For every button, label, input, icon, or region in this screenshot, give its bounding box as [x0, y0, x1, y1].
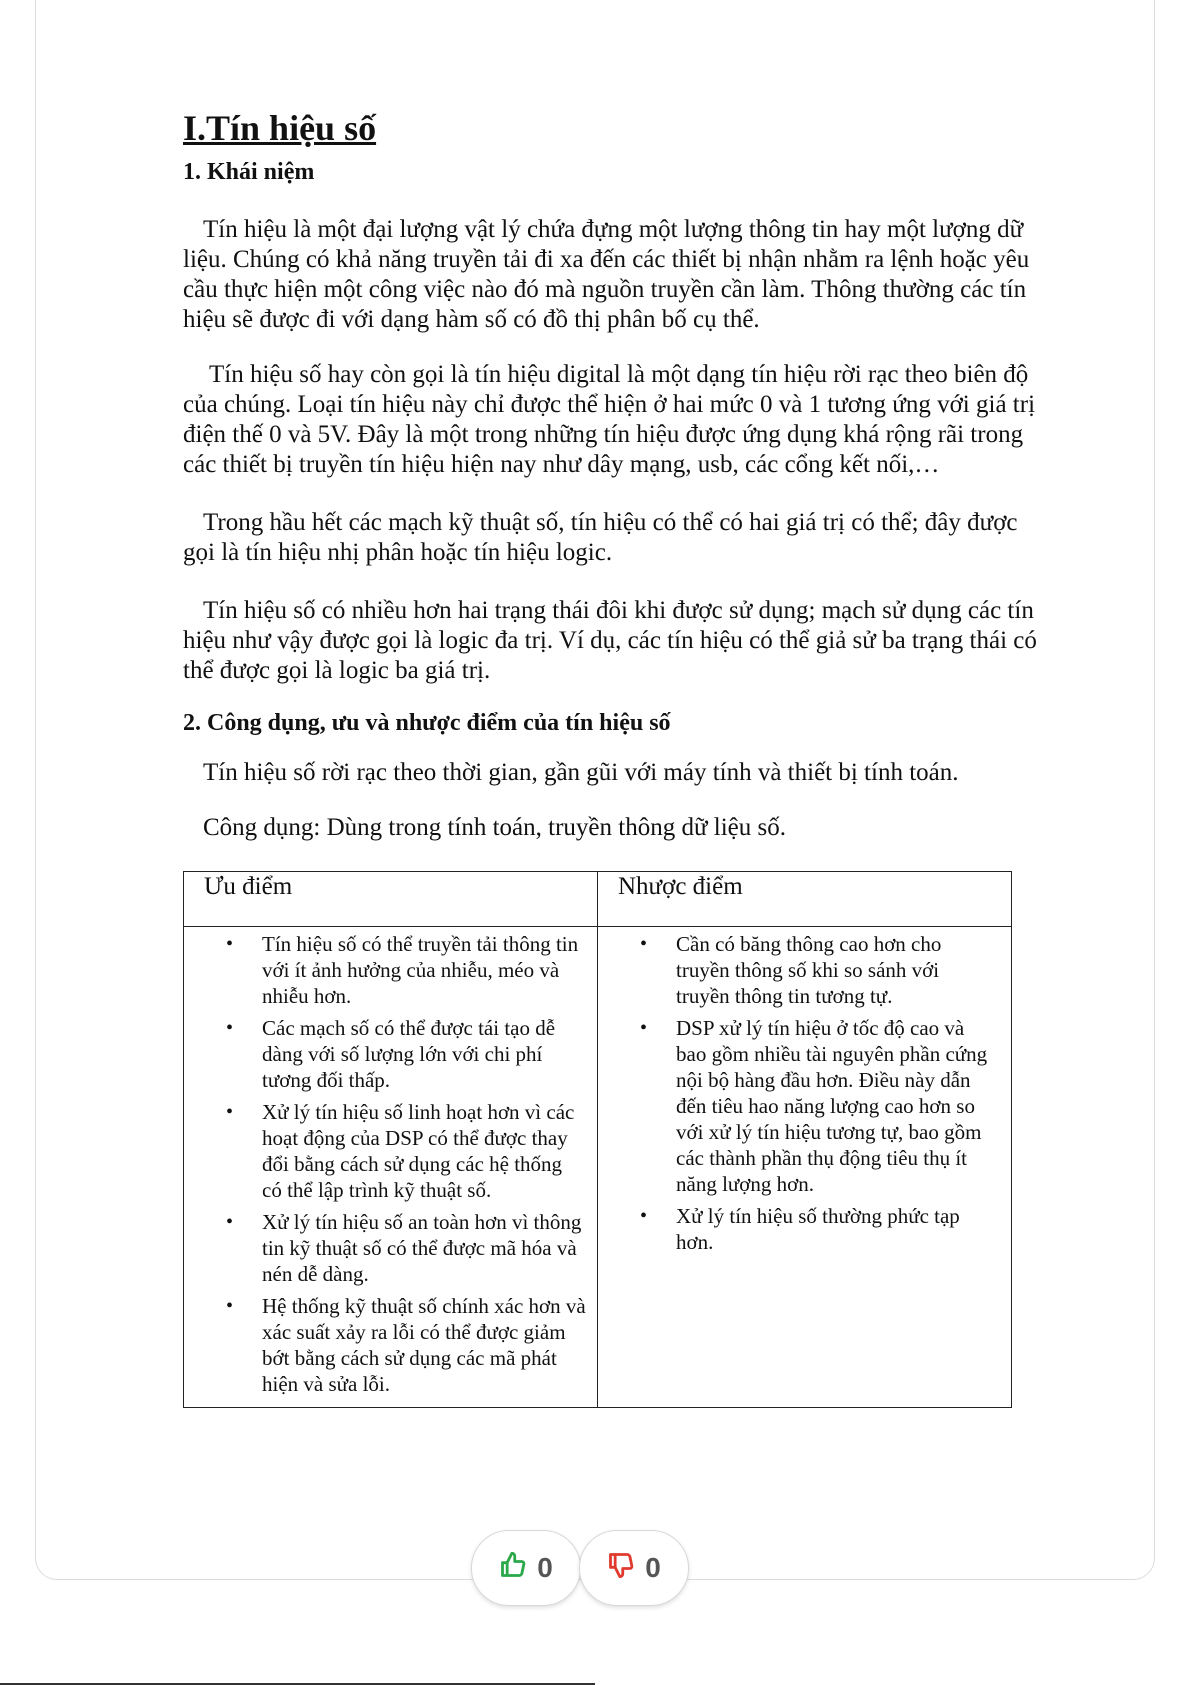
- paragraph: Tín hiệu số có nhiều hơn hai trạng thái đôi khi được sử dụng; mạch sử dụng các tín hiệu như vậy được gọi là logic đa trị. Ví dụ, các tín hiệu có thể giả sử ba trạng thái có thể được gọi là logic ba giá trị.: [183, 597, 1037, 684]
- advantages-list: [184, 927, 597, 1407]
- dislike-button[interactable]: [579, 1530, 689, 1606]
- vote-bar: [471, 1530, 689, 1608]
- paragraph: Tín hiệu là một đại lượng vật lý chứa đựng một lượng thông tin hay một lượng dữ liệu. Chúng có khả năng truyền tải đi xa đến các thiết bị nhận nhằm ra lệnh hoặc yêu cầu thực hiện một công việc nào đó mà nguồn truyền cần làm. Thông thường các tín hiệu sẽ được đi với dạng hàm số có đồ thị phân bố cụ thể.: [183, 216, 1030, 333]
- paragraph: Tín hiệu số hay còn gọi là tín hiệu digital là một dạng tín hiệu rời rạc theo biên độ của chúng. Loại tín hiệu này chỉ được thể hiện ở hai mức 0 và 1 tương ứng với giá trị điện thế 0 và 5V. Đây là một trong những tín hiệu được ứng dụng khá rộng rãi trong các thiết bị truyền tín hiệu hiện nay như dây mạng, usb, các cổng kết nối,…: [183, 361, 1036, 478]
- table-header-row: [184, 872, 1012, 927]
- list-item: • Các mạch số có thể được tái tạo dễ dàng với số lượng lớn với chi phí tương đối thấp.: [262, 1015, 587, 1093]
- thumbs-up-icon: [499, 1551, 527, 1586]
- thumbs-down-icon: [607, 1551, 635, 1586]
- table-row: [184, 927, 1012, 1408]
- dislike-count: 0: [645, 1552, 661, 1583]
- disadvantages-cell: [598, 927, 1012, 1408]
- list-item: • Xử lý tín hiệu số linh hoạt hơn vì các hoạt động của DSP có thể được thay đổi bằng cách sử dụng các hệ thống có thể lập trình kỹ thuật số.: [262, 1099, 587, 1203]
- list-item: • Tín hiệu số có thể truyền tải thông tin với ít ảnh hưởng của nhiễu, méo và nhiễu hơn.: [262, 931, 587, 1009]
- paragraph: Trong hầu hết các mạch kỹ thuật số, tín hiệu có thể có hai giá trị có thể; đây được gọi là tín hiệu nhị phân hoặc tín hiệu logic.: [183, 509, 1018, 566]
- list-item: • Xử lý tín hiệu số thường phức tạp hơn.: [676, 1203, 993, 1255]
- paragraph: Tín hiệu số rời rạc theo thời gian, gần gũi với máy tính và thiết bị tính toán.: [203, 759, 959, 786]
- table-header-advantages: Ưu điểm: [184, 872, 598, 927]
- like-count: 0: [537, 1552, 553, 1583]
- list-item: • Hệ thống kỹ thuật số chính xác hơn và xác suất xảy ra lỗi có thể được giảm bớt bằng cách sử dụng các mã phát hiện và sửa lỗi.: [262, 1293, 587, 1397]
- like-button[interactable]: [471, 1530, 581, 1606]
- page-title: I.Tín hiệu số: [183, 108, 377, 148]
- paragraph: Công dụng: Dùng trong tính toán, truyền thông dữ liệu số.: [203, 814, 786, 841]
- list-item: • Xử lý tín hiệu số an toàn hơn vì thông tin kỹ thuật số có thể được mã hóa và nén dễ dàng.: [262, 1209, 587, 1287]
- list-item: • Cần có băng thông cao hơn cho truyền thông số khi so sánh với truyền thông tin tương tự.: [676, 931, 993, 1009]
- disadvantages-list: [598, 927, 1011, 1265]
- section-heading-usage: 2. Công dụng, ưu và nhược điểm của tín hiệu số: [183, 710, 671, 736]
- advantages-cell: [184, 927, 598, 1408]
- table-header-disadvantages: Nhược điểm: [598, 872, 1012, 927]
- section-heading-concept: 1. Khái niệm: [183, 159, 315, 185]
- document-content: [183, 105, 1053, 1408]
- comparison-table: [183, 871, 1012, 1408]
- list-item: • DSP xử lý tín hiệu ở tốc độ cao và bao gồm nhiều tài nguyên phần cứng nội bộ hàng đầu hơn. Điều này dẫn đến tiêu hao năng lượng cao hơn so với xử lý tín hiệu tương tự, bao gồm các thành phần thụ động tiêu thụ ít năng lượng hơn.: [676, 1015, 993, 1197]
